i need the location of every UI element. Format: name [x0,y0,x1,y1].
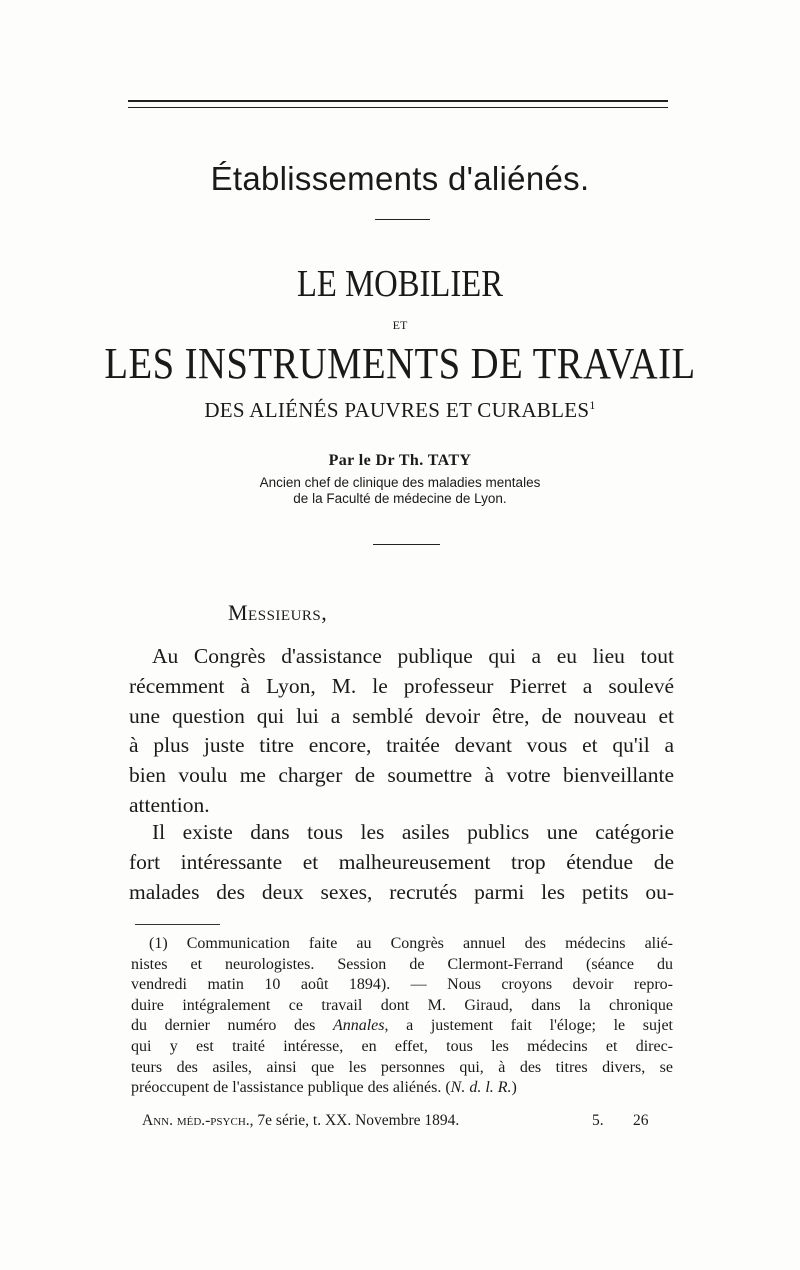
paragraph-line: bien voulu me charger de soumettre à votre bienveillante [129,763,674,788]
title-divider [375,219,430,220]
section-title: Établissements d'aliénés. [210,160,590,197]
footnote-rule [135,924,220,925]
byline-divider [373,544,440,545]
header-rule-thin [128,107,668,108]
paragraph-line: malades des deux sexes, recrutés parmi les petits ou- [129,879,674,904]
header-rule-thick [128,100,668,102]
footnote-text: préoccupent de l'assistance publique des aliénés. ( [131,1079,451,1097]
editor-note-italic: N. d. l. R. [450,1079,512,1097]
article-title-conjunction: ET [392,318,408,332]
paragraph-line: à plus juste titre encore, traitée devant vous et qu'il a [129,733,674,758]
article-title-line1: LE MOBILIER [296,263,504,305]
article-title-line3 [0,398,800,423]
footnote-marker: 1 [589,398,596,412]
page-number: 26 [633,1112,649,1129]
author-byline: Par le Dr Th. TATY [328,452,472,469]
paragraph-line: récemment à Lyon, M. le professeur Pierret a soulevé [129,673,674,698]
paragraph-2 [129,818,674,907]
journal-name-italic: Annales [332,1017,385,1035]
journal-series-volume: , 7e série, t. XX. Novembre 1894. [249,1112,460,1129]
footnote-line: (1) Communication faite au Congrès annuel des médecins alié- [149,935,673,952]
author-affiliation-line1: Ancien chef de clinique des maladies mentales [259,475,541,490]
footnote-text: du dernier numéro des [131,1017,333,1035]
footnote-line: nistes et neurologistes. Session de Clermont-Ferrand (séance du [131,955,673,973]
footnote-line: qui y est traité intéresse, en effet, tous les médecins et direc- [131,1037,673,1055]
paragraph-line: une question qui lui a semblé devoir être, de nouveau et [129,703,674,728]
footnote-line: teurs des asiles, ainsi que les personnes qui, à des titres divers, se [131,1058,673,1076]
paragraph-1 [129,642,674,821]
footnote-line: duire intégralement ce travail dont M. Giraud, dans la chronique [131,996,673,1014]
footnote-text: , a justement fait l'éloge; le sujet [384,1017,673,1035]
journal-citation [142,1112,459,1130]
article-title-line2: LES INSTRUMENTS DE TRAVAIL [104,339,696,388]
signature-mark: 5. [592,1112,604,1129]
journal-abbrev: Ann. méd.-psych. [142,1112,250,1129]
paragraph-line: fort intéressante et malheureusement trop étendue de [129,849,674,874]
footnote-line [131,1078,673,1099]
paragraph-line: Il existe dans tous les asiles publics une catégorie [152,820,674,844]
footnote-line [131,1016,673,1037]
footnote [131,934,673,1099]
footnote-line: vendredi matin 10 août 1894). — Nous croyons devoir repro- [131,976,673,994]
footnote-text: ) [511,1079,517,1097]
author-affiliation-line2: de la Faculté de médecine de Lyon. [293,491,507,506]
paragraph-line: Au Congrès d'assistance publique qui a eu lieu tout [152,644,674,668]
article-title-line3-text: DES ALIÉNÉS PAUVRES ET CURABLES [204,398,590,422]
salutation: Messieurs, [228,600,328,625]
paragraph-line: attention. [129,792,210,817]
